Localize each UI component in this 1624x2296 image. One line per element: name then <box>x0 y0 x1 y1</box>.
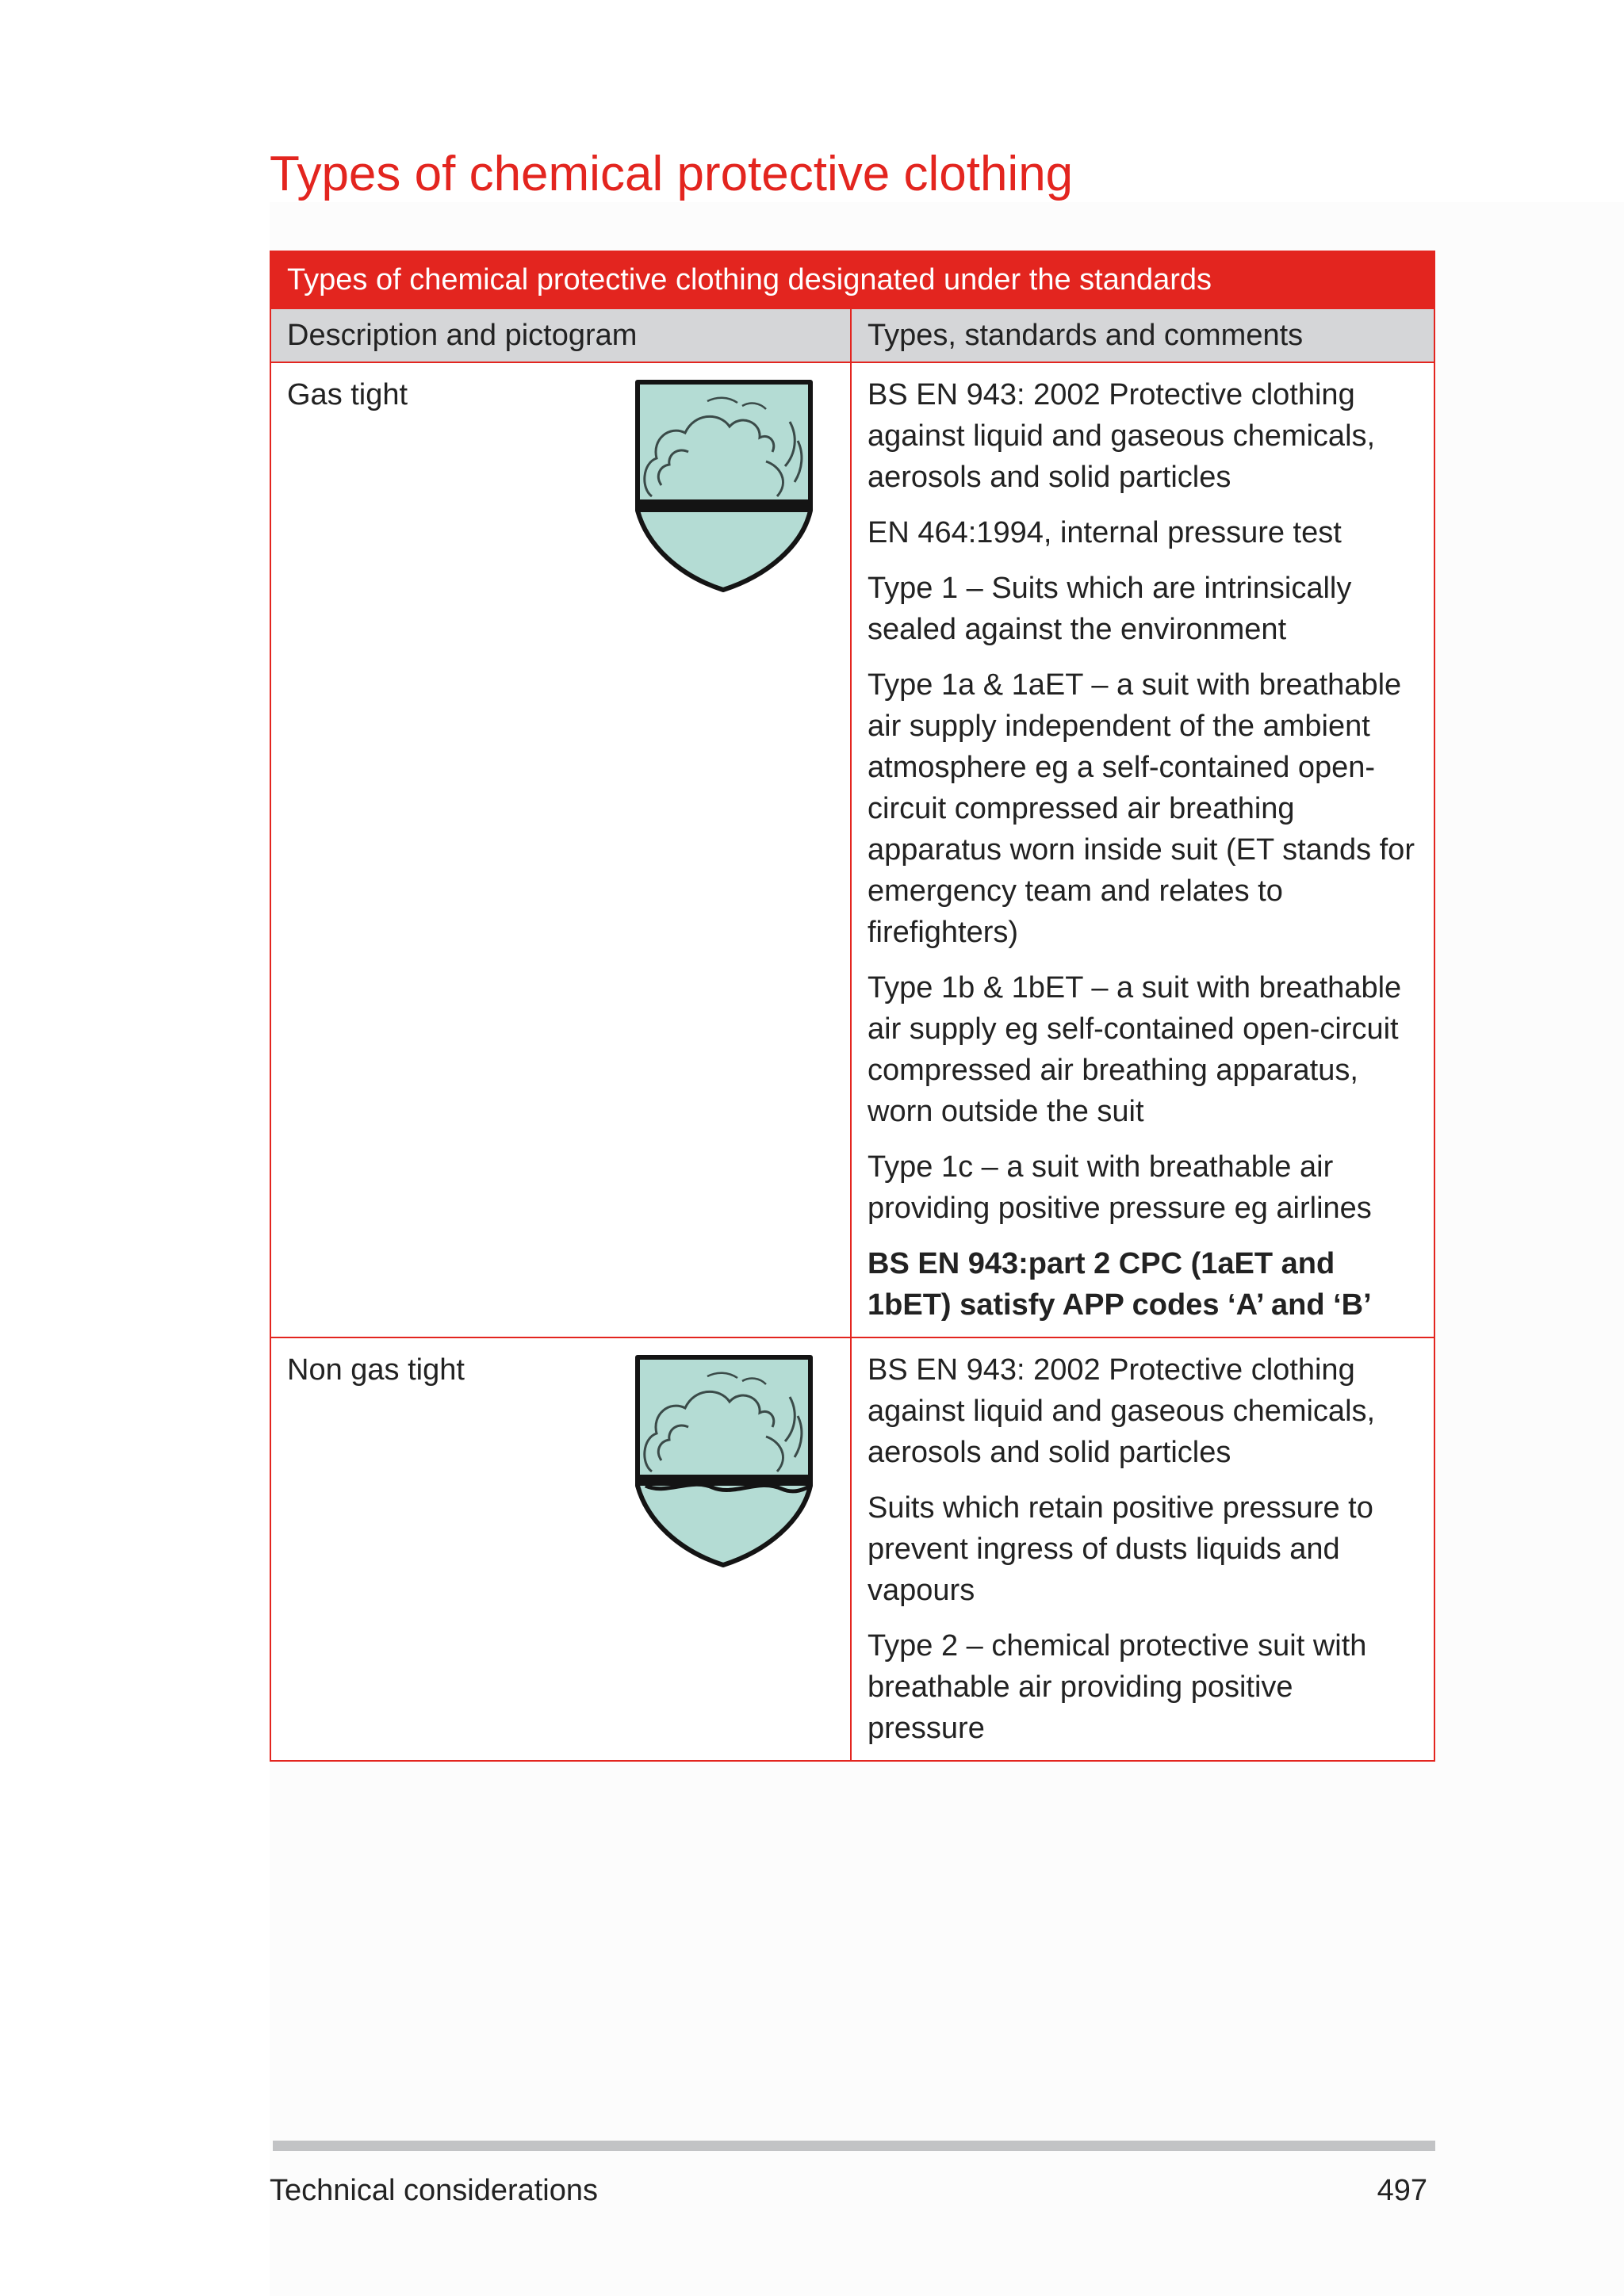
comment-paragraph: Type 1c – a suit with breathable air providing positive pressure eg airlines <box>868 1150 1372 1225</box>
comment-paragraph: BS EN 943: 2002 Protective clothing against liquid and gaseous chemicals, aerosols and solid particles <box>868 378 1376 494</box>
comment-bold-note: BS EN 943:part 2 CPC (1aET and 1bET) satisfy APP codes ‘A’ and ‘B’ <box>868 1247 1372 1322</box>
column-header-description: Description and pictogram <box>270 308 851 362</box>
comments-cell <box>851 1337 1434 1761</box>
comment-paragraph: Type 1 – Suits which are intrinsically sealed against the environment <box>868 572 1352 646</box>
table-caption: Types of chemical protective clothing designated under the standards <box>270 251 1434 308</box>
column-header-comments: Types, standards and comments <box>851 308 1434 362</box>
footer-section-title: Technical considerations <box>270 2174 599 2207</box>
table-row <box>270 1337 1434 1761</box>
comment-paragraph: Type 2 – chemical protective suit with breathable air providing positive pressure <box>868 1629 1367 1745</box>
comment-paragraph: EN 464:1994, internal pressure test <box>868 516 1342 549</box>
non-gas-tight-shield-icon <box>634 1353 817 1570</box>
table-row <box>270 362 1434 1337</box>
comments-cell <box>851 362 1434 1337</box>
gas-tight-shield-icon <box>634 377 817 595</box>
protective-clothing-table <box>270 251 1435 1762</box>
row-description: Non gas tight <box>287 1353 465 1387</box>
comment-paragraph: Type 1b & 1bET – a suit with breathable air supply eg self-contained open-circuit compressed air breathing apparatus, worn outside the suit <box>868 971 1402 1128</box>
comment-paragraph: Type 1a & 1aET – a suit with breathable air supply independent of the ambient atmosphere eg a self-contained open-circuit compressed air breathing apparatus worn inside suit (ET stands for emergency team and relates to firefighters) <box>868 668 1415 949</box>
description-cell <box>270 1337 851 1761</box>
description-cell <box>270 362 851 1337</box>
comment-paragraph: BS EN 943: 2002 Protective clothing against liquid and gaseous chemicals, aerosols and solid particles <box>868 1353 1376 1469</box>
page-number: 497 <box>1377 2174 1427 2207</box>
page-title: Types of chemical protective clothing <box>270 147 1074 201</box>
footer-rule <box>273 2141 1435 2151</box>
row-description: Gas tight <box>287 378 408 411</box>
comment-paragraph: Suits which retain positive pressure to prevent ingress of dusts liquids and vapours <box>868 1491 1373 1607</box>
